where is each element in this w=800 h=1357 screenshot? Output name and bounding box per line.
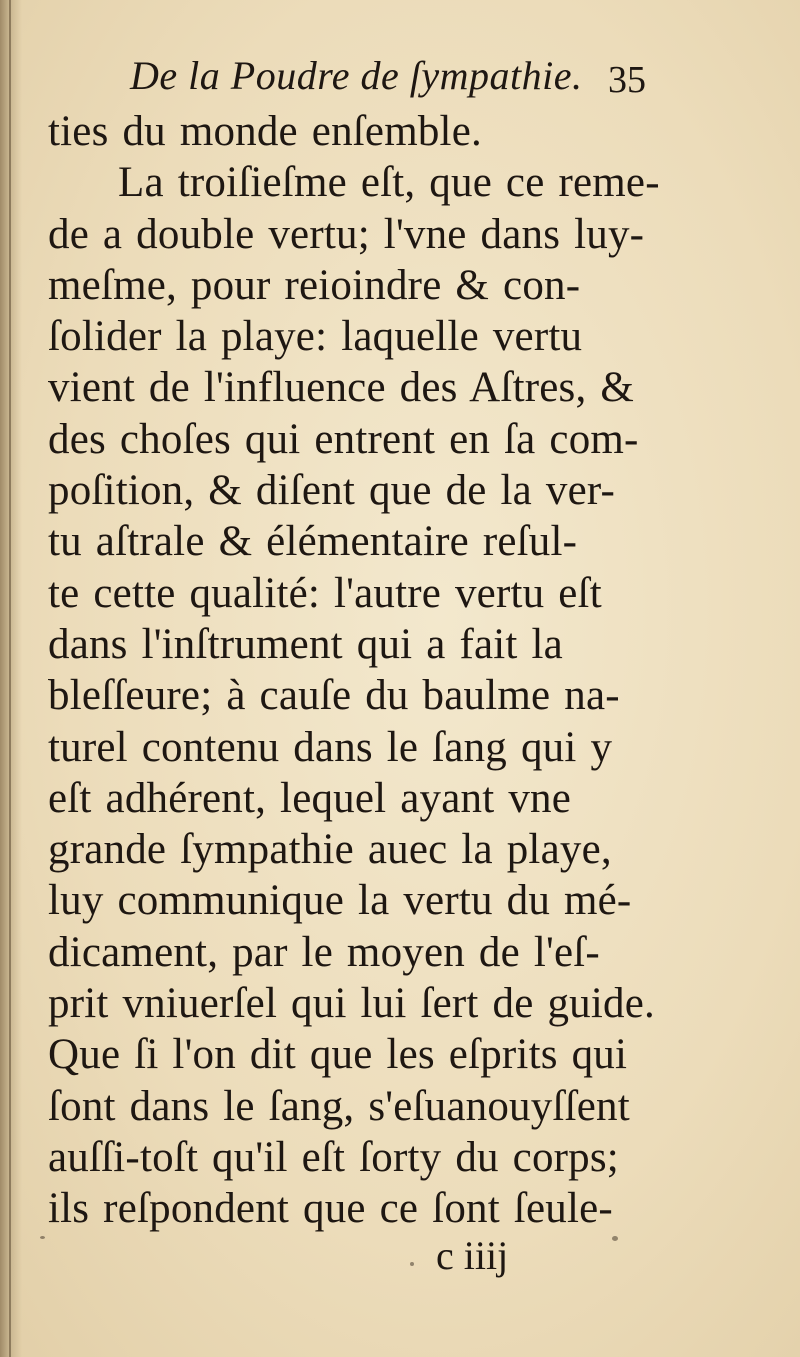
ink-speck <box>410 1262 414 1266</box>
binding-shadow-line <box>9 0 11 1357</box>
ink-speck <box>612 1236 618 1241</box>
ink-speck <box>40 1236 45 1239</box>
running-title: De la Poudre de ſympathie. <box>130 53 583 98</box>
text-line: dans l'inſtrument qui a fait la <box>48 620 563 668</box>
signature-mark: c iiij <box>436 1233 509 1278</box>
text-line: ils reſpondent que ce ſont ſeule- <box>48 1185 613 1233</box>
text-line: tu aſtrale & élémentaire reſul- <box>48 518 578 566</box>
page-header <box>130 48 730 108</box>
text-line: meſme, pour reioindre & con- <box>48 261 581 309</box>
text-line: eſt adhérent, lequel ayant vne <box>48 774 572 822</box>
text-line: poſition, & diſent que de la ver- <box>48 467 616 515</box>
text-line: ſont dans le ſang, s'eſuanouyſſent <box>48 1082 630 1130</box>
text-line: auſſi-toſt qu'il eſt ſorty du corps; <box>48 1133 619 1181</box>
text-line: bleſſeure; à cauſe du baulme na- <box>48 672 620 720</box>
text-line: ties du monde enſemble. <box>48 108 482 155</box>
text-line: vient de l'influence des Aſtres, & <box>48 364 635 412</box>
page-binding-edge <box>0 0 22 1357</box>
text-line: luy communique la vertu du mé- <box>48 877 632 925</box>
text-line: La troiſieſme eſt, que ce reme- <box>118 159 660 207</box>
text-line: turel contenu dans le ſang qui y <box>48 723 613 771</box>
body-text <box>48 106 660 1235</box>
text-line: ſolider la playe: laquelle vertu <box>48 313 583 361</box>
text-line: prit vniuerſel qui lui ſert de guide. <box>48 980 655 1028</box>
text-line: Que ſi l'on dit que les eſprits qui <box>48 1031 628 1079</box>
text-line: grande ſympathie auec la playe, <box>48 826 612 874</box>
page-number: 35 <box>608 59 646 101</box>
text-line: te cette qualité: l'autre vertu eſt <box>48 569 602 617</box>
text-line: des choſes qui entrent en ſa com- <box>48 415 639 463</box>
text-line: dicament, par le moyen de l'eſ- <box>48 928 600 976</box>
text-line: de a double vertu; l'vne dans luy- <box>48 210 645 258</box>
